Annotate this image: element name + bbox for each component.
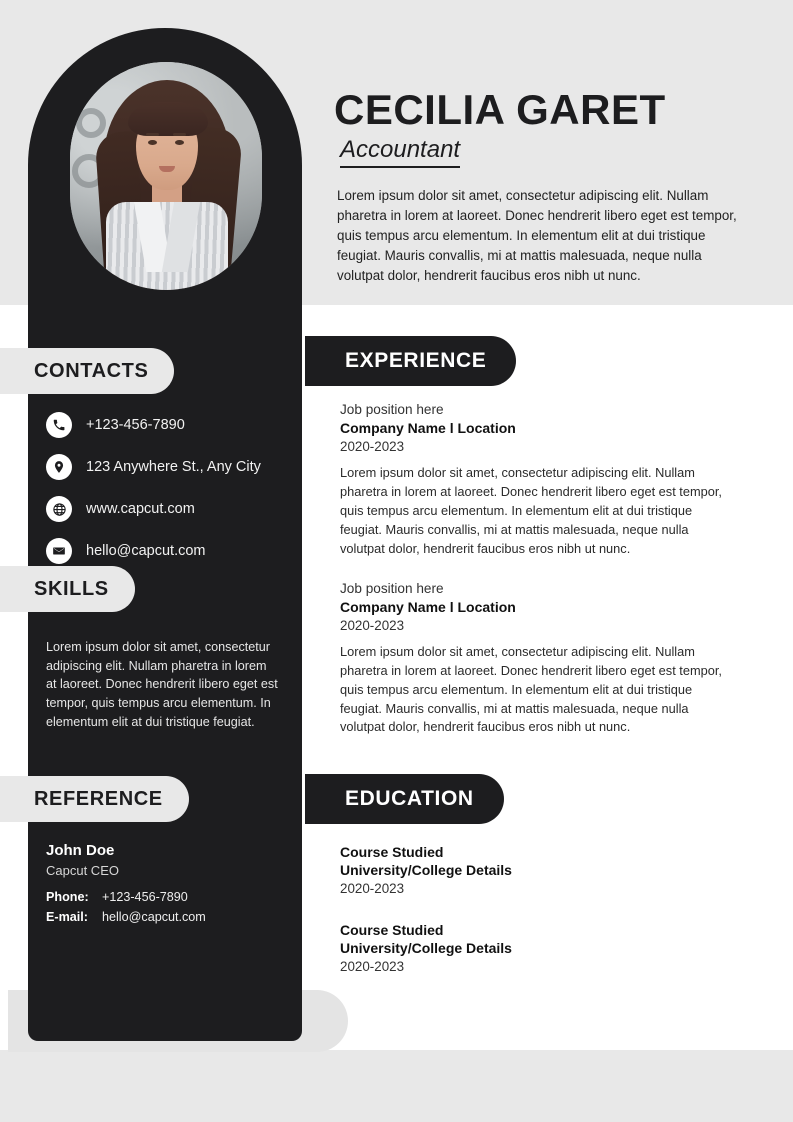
reference-role: Capcut CEO — [46, 863, 119, 878]
reference-name: John Doe — [46, 842, 115, 859]
experience-position: Job position here — [340, 580, 444, 596]
section-header-contacts — [0, 348, 174, 394]
reference-title: REFERENCE — [34, 787, 163, 810]
skills-text: Lorem ipsum dolor sit amet, consectetur adipiscing elit. Nullam pharetra in lorem at laoreet. Donec hendrerit libero eget est tempor, quis tempus arcu elementum. In elementum elit at dui tristique feugiat. — [46, 640, 278, 729]
experience-item — [340, 402, 736, 559]
contact-email-text: hello@capcut.com — [86, 543, 206, 559]
profile-photo — [70, 62, 262, 290]
education-title: EDUCATION — [345, 787, 474, 810]
reference-phone-label: Phone: — [46, 890, 89, 904]
reference-email-label: E-mail: — [46, 910, 88, 924]
contacts-list — [46, 408, 296, 576]
education-item — [340, 844, 736, 896]
contact-phone-text: +123-456-7890 — [86, 417, 185, 433]
education-years: 2020-2023 — [340, 881, 405, 896]
contact-item-phone[interactable] — [46, 408, 296, 442]
contact-website-text: www.capcut.com — [86, 501, 195, 517]
contact-item-address[interactable] — [46, 450, 296, 484]
education-school: University/College Details — [340, 862, 512, 878]
section-header-education — [305, 774, 504, 824]
experience-list — [340, 402, 736, 759]
education-list — [340, 844, 736, 1000]
reference-email-row — [46, 910, 286, 924]
experience-company: Company Name l Location — [340, 420, 516, 436]
reference-phone-row — [46, 890, 286, 904]
experience-years: 2020-2023 — [340, 439, 405, 454]
skills-title: SKILLS — [34, 577, 109, 600]
reference-block — [46, 842, 286, 930]
contacts-title: CONTACTS — [34, 359, 149, 382]
experience-title: EXPERIENCE — [345, 349, 487, 372]
education-course: Course Studied — [340, 844, 444, 860]
education-years: 2020-2023 — [340, 959, 405, 974]
contact-item-email[interactable] — [46, 534, 296, 568]
globe-icon — [46, 496, 72, 522]
section-header-skills — [0, 566, 135, 612]
section-header-reference — [0, 776, 189, 822]
reference-phone-value: +123-456-7890 — [102, 890, 188, 904]
education-school: University/College Details — [340, 940, 512, 956]
job-title: Accountant — [340, 136, 460, 168]
experience-company: Company Name l Location — [340, 598, 516, 615]
bottom-background-band — [0, 1050, 793, 1122]
profile-summary: Lorem ipsum dolor sit amet, consectetur adipiscing elit. Nullam pharetra in lorem at laoreet. Donec hendrerit libero eget est tempor, quis tempus arcu elementum. In elementum elit at dui tristique feugiat. Mauris convallis, mi at mattis malesuada, neque nulla volutpat dolor, hendrerit faucibus eros nibh ut nunc. — [337, 188, 737, 284]
envelope-icon — [46, 538, 72, 564]
experience-description: Lorem ipsum dolor sit amet, consectetur adipiscing elit. Nullam pharetra in lorem at laoreet. Donec hendrerit libero eget est tempor, quis tempus arcu elementum. In elementum elit at dui tristique feugiat. Mauris convallis, mi at mattis malesuada, neque nulla volutpat dolor, hendrerit faucibus eros nibh ut nunc. — [340, 465, 722, 556]
avatar — [48, 40, 282, 310]
education-item — [340, 922, 736, 974]
contact-item-website[interactable] — [46, 492, 296, 526]
experience-item — [340, 581, 736, 738]
location-pin-icon — [46, 454, 72, 480]
phone-icon — [46, 412, 72, 438]
page-title: CECILIA GARET — [334, 86, 666, 133]
reference-email-value: hello@capcut.com — [102, 910, 206, 924]
experience-years: 2020-2023 — [340, 617, 405, 633]
experience-position: Job position here — [340, 402, 444, 417]
section-header-experience — [305, 336, 516, 386]
experience-description: Lorem ipsum dolor sit amet, consectetur adipiscing elit. Nullam pharetra in lorem at laoreet. Donec hendrerit libero eget est tempor, quis tempus arcu elementum. In elementum elit at dui tristique feugiat. Mauris convallis, mi at mattis malesuada, neque nulla volutpat dolor, hendrerit faucibus eros nibh ut nunc. — [340, 643, 722, 735]
contact-address-text: 123 Anywhere St., Any City — [86, 459, 261, 475]
education-course: Course Studied — [340, 922, 444, 938]
